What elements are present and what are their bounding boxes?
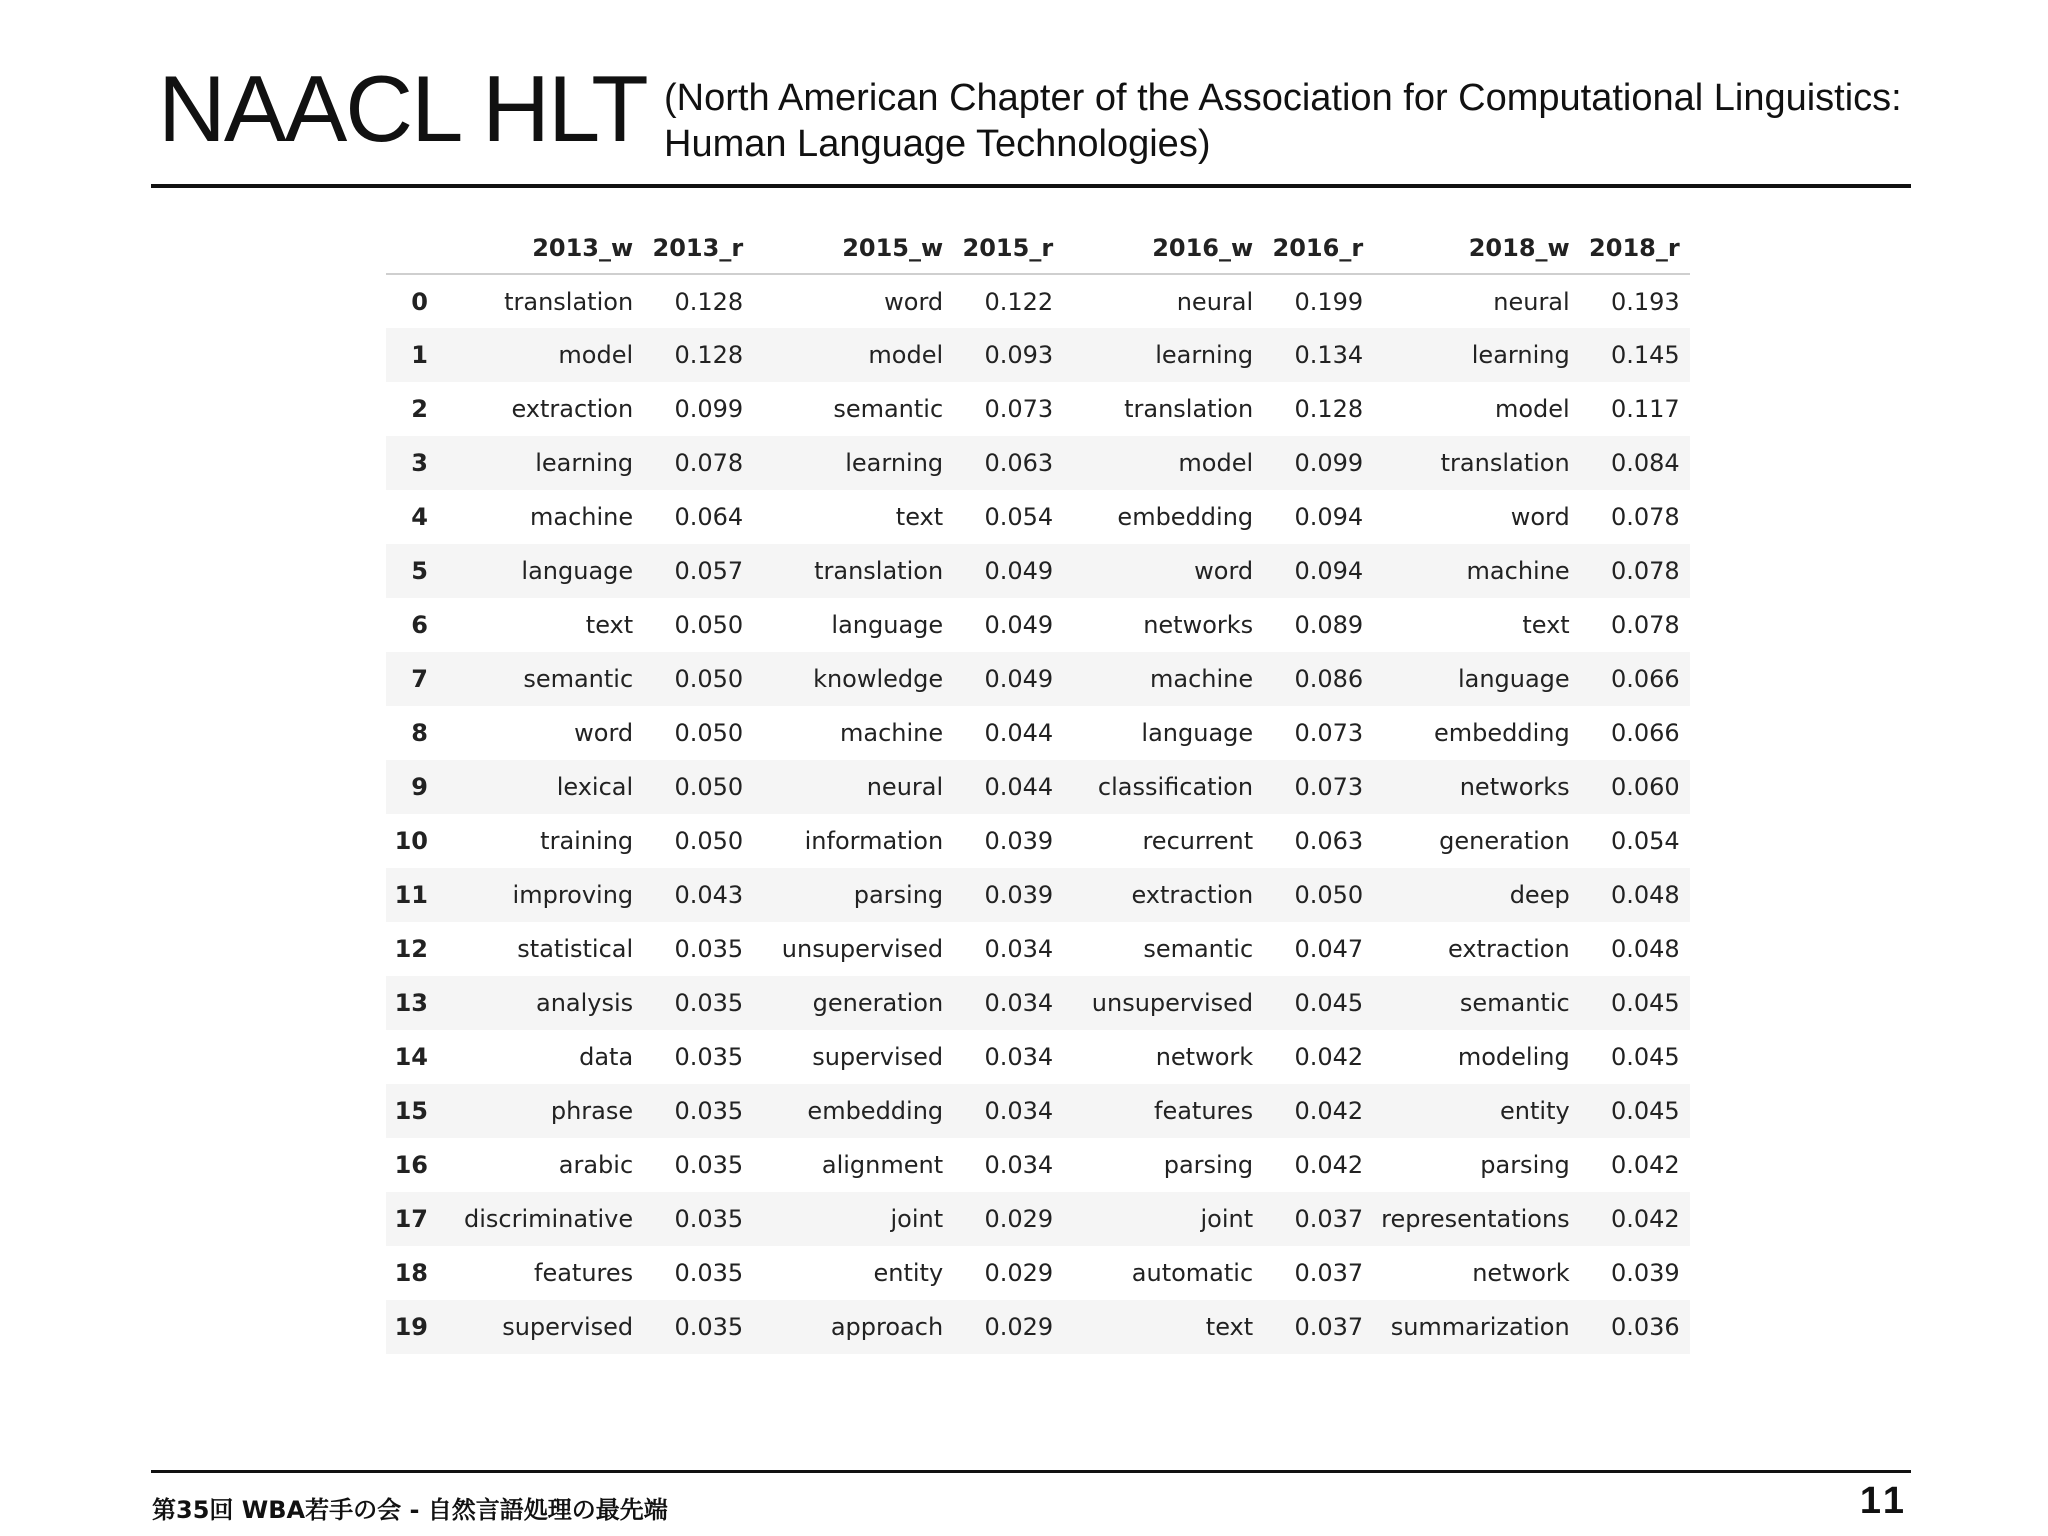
word-cell: semantic: [1459, 989, 1570, 1017]
ratio-cell: 0.073: [1294, 719, 1364, 747]
column-header: 2015_w: [753, 222, 953, 274]
word-cell: training: [540, 827, 634, 855]
word-cell: embedding: [807, 1097, 944, 1125]
row-index: 6: [411, 611, 428, 639]
word-cell: parsing: [853, 881, 944, 909]
ratio-cell: 0.034: [984, 935, 1054, 963]
word-cell: machine: [840, 719, 944, 747]
ratio-cell: 0.042: [1610, 1205, 1680, 1233]
row-index: 7: [411, 665, 428, 693]
row-index: 1: [411, 341, 428, 369]
ratio-cell: 0.063: [984, 449, 1054, 477]
word-cell: machine: [530, 503, 634, 531]
column-header: 2016_w: [1063, 222, 1263, 274]
word-cell: joint: [1200, 1205, 1254, 1233]
row-index: 2: [411, 395, 428, 423]
ratio-cell: 0.128: [674, 287, 744, 316]
ratio-cell: 0.084: [1610, 449, 1680, 477]
ratio-cell: 0.036: [1610, 1313, 1680, 1341]
ratio-cell: 0.054: [1610, 827, 1680, 855]
word-cell: translation: [504, 287, 634, 316]
word-cell: knowledge: [813, 665, 944, 693]
ratio-cell: 0.048: [1610, 881, 1680, 909]
table-row: [386, 922, 1690, 976]
ratio-cell: 0.193: [1610, 287, 1680, 316]
word-cell: parsing: [1480, 1151, 1570, 1179]
word-cell: discriminative: [464, 1205, 634, 1233]
ratio-cell: 0.045: [1294, 989, 1364, 1017]
slide-title: NAACL HLT: [158, 56, 647, 161]
row-index: 14: [394, 1043, 428, 1071]
ratio-cell: 0.128: [1294, 395, 1364, 423]
word-cell: supervised: [502, 1313, 634, 1341]
ratio-cell: 0.078: [674, 449, 744, 477]
ratio-cell: 0.086: [1294, 665, 1364, 693]
word-cell: data: [579, 1043, 634, 1071]
word-cell: learning: [1471, 341, 1570, 369]
word-cell: neural: [1176, 287, 1254, 316]
ratio-cell: 0.045: [1610, 989, 1680, 1017]
word-cell: embedding: [1433, 719, 1570, 747]
ratio-cell: 0.048: [1610, 935, 1680, 963]
ratio-cell: 0.029: [984, 1259, 1054, 1287]
row-index: 8: [411, 719, 428, 747]
ratio-cell: 0.128: [674, 341, 744, 369]
word-cell: model: [1494, 395, 1570, 423]
footer-text: 第35回 WBA若手の会 - 自然言語処理の最先端: [152, 1496, 668, 1524]
table-row: [386, 1030, 1690, 1084]
ratio-cell: 0.034: [984, 1151, 1054, 1179]
word-cell: alignment: [821, 1151, 944, 1179]
page-number: 11: [1859, 1480, 1908, 1522]
word-cell: semantic: [523, 665, 634, 693]
word-cell: extraction: [1131, 881, 1254, 909]
word-cell: model: [1178, 449, 1254, 477]
ratio-cell: 0.049: [984, 665, 1054, 693]
ratio-cell: 0.050: [1294, 881, 1364, 909]
word-cell: word: [884, 287, 944, 316]
row-index: 12: [394, 935, 428, 963]
table-row: [386, 868, 1690, 922]
table-row: [386, 1300, 1690, 1354]
word-cell: unsupervised: [781, 935, 944, 963]
table-row: [386, 814, 1690, 868]
word-cell: networks: [1143, 611, 1254, 639]
table-row: [386, 760, 1690, 814]
word-cell: word: [574, 719, 634, 747]
ratio-cell: 0.044: [984, 773, 1054, 801]
ratio-cell: 0.039: [1610, 1259, 1680, 1287]
word-cell: features: [534, 1259, 634, 1287]
ratio-cell: 0.066: [1610, 665, 1680, 693]
word-cell: translation: [814, 557, 944, 585]
word-cell: classification: [1097, 773, 1254, 801]
word-cell: summarization: [1390, 1313, 1570, 1341]
word-cell: parsing: [1163, 1151, 1254, 1179]
ratio-cell: 0.044: [984, 719, 1054, 747]
ratio-cell: 0.099: [674, 395, 744, 423]
ratio-cell: 0.034: [984, 1097, 1054, 1125]
ratio-cell: 0.034: [984, 1043, 1054, 1071]
ratio-cell: 0.035: [674, 1259, 744, 1287]
word-cell: extraction: [1447, 935, 1570, 963]
subtitle-line-2: Human Language Technologies): [664, 123, 1211, 165]
row-index: 4: [411, 503, 428, 531]
ratio-cell: 0.039: [984, 881, 1054, 909]
word-cell: language: [521, 557, 634, 585]
table-header-row: [386, 222, 1690, 274]
ratio-cell: 0.073: [1294, 773, 1364, 801]
word-cell: information: [804, 827, 944, 855]
column-header: 2013_r: [643, 222, 753, 274]
ratio-cell: 0.117: [1610, 395, 1680, 423]
word-cell: neural: [1493, 287, 1570, 316]
ratio-cell: 0.042: [1610, 1151, 1680, 1179]
ratio-cell: 0.050: [674, 611, 744, 639]
table-row: [386, 1138, 1690, 1192]
word-cell: features: [1154, 1097, 1254, 1125]
word-cell: text: [1205, 1313, 1254, 1341]
title-divider: [151, 184, 1911, 188]
ratio-cell: 0.078: [1610, 503, 1680, 531]
ratio-cell: 0.043: [674, 881, 744, 909]
ratio-cell: 0.066: [1610, 719, 1680, 747]
table-row: [386, 706, 1690, 760]
word-cell: modeling: [1457, 1043, 1570, 1071]
row-index: 19: [394, 1313, 428, 1341]
ratio-cell: 0.037: [1294, 1205, 1364, 1233]
table-row: [386, 328, 1690, 382]
word-cell: generation: [1439, 827, 1570, 855]
word-cell: entity: [873, 1259, 944, 1287]
word-cell: extraction: [511, 395, 634, 423]
column-header: 2013_w: [456, 222, 643, 274]
ratio-cell: 0.034: [984, 989, 1054, 1017]
word-cell: entity: [1500, 1097, 1570, 1125]
ratio-cell: 0.064: [674, 503, 744, 531]
word-cell: embedding: [1117, 503, 1254, 531]
ratio-cell: 0.037: [1294, 1259, 1364, 1287]
word-cell: unsupervised: [1091, 989, 1254, 1017]
column-header: 2018_w: [1373, 222, 1580, 274]
word-cell: text: [895, 503, 944, 531]
ratio-cell: 0.047: [1294, 935, 1364, 963]
slide-subtitle: [664, 75, 1924, 167]
row-index: 0: [411, 287, 428, 316]
word-cell: language: [1457, 665, 1570, 693]
ratio-cell: 0.050: [674, 773, 744, 801]
word-cell: deep: [1509, 881, 1570, 909]
ratio-cell: 0.039: [984, 827, 1054, 855]
ratio-cell: 0.049: [984, 611, 1054, 639]
row-index: 16: [394, 1151, 428, 1179]
row-index: 13: [394, 989, 428, 1017]
ratio-cell: 0.050: [674, 665, 744, 693]
row-index: 18: [394, 1259, 428, 1287]
word-cell: text: [585, 611, 634, 639]
ratio-cell: 0.073: [984, 395, 1054, 423]
word-cell: translation: [1440, 449, 1570, 477]
column-header: 2018_r: [1580, 222, 1690, 274]
table-row: [386, 1246, 1690, 1300]
row-index: 17: [394, 1205, 428, 1233]
ratio-cell: 0.029: [984, 1313, 1054, 1341]
footer-divider: [151, 1470, 1911, 1473]
ratio-cell: 0.045: [1610, 1043, 1680, 1071]
word-cell: translation: [1124, 395, 1254, 423]
table-row: [386, 1084, 1690, 1138]
word-cell: network: [1155, 1043, 1254, 1071]
ratio-cell: 0.035: [674, 1151, 744, 1179]
word-cell: approach: [830, 1313, 944, 1341]
ratio-cell: 0.050: [674, 719, 744, 747]
word-cell: networks: [1459, 773, 1570, 801]
ratio-cell: 0.029: [984, 1205, 1054, 1233]
row-index: 10: [394, 827, 428, 855]
word-cell: neural: [866, 773, 944, 801]
ratio-cell: 0.199: [1294, 287, 1364, 316]
word-cell: supervised: [812, 1043, 944, 1071]
word-cell: automatic: [1131, 1259, 1254, 1287]
ratio-cell: 0.035: [674, 1043, 744, 1071]
table-row: [386, 1192, 1690, 1246]
word-cell: statistical: [517, 935, 634, 963]
column-header: 2015_r: [953, 222, 1063, 274]
word-cell: lexical: [556, 773, 634, 801]
ratio-cell: 0.045: [1610, 1097, 1680, 1125]
word-cell: machine: [1466, 557, 1570, 585]
word-cell: semantic: [833, 395, 944, 423]
row-index: 11: [394, 881, 428, 909]
word-cell: model: [558, 341, 634, 369]
subtitle-line-1: (North American Chapter of the Association for Computational Linguistics:: [664, 77, 1902, 119]
ratio-cell: 0.094: [1294, 503, 1364, 531]
row-index: 5: [411, 557, 428, 585]
word-cell: learning: [1155, 341, 1254, 369]
ratio-cell: 0.060: [1610, 773, 1680, 801]
word-cell: learning: [535, 449, 634, 477]
table-row: [386, 976, 1690, 1030]
row-index: 9: [411, 773, 428, 801]
ratio-cell: 0.037: [1294, 1313, 1364, 1341]
keyword-ranking-table: [386, 222, 1690, 1354]
table-body: [386, 274, 1690, 1354]
ratio-cell: 0.035: [674, 989, 744, 1017]
word-cell: word: [1194, 557, 1254, 585]
word-cell: recurrent: [1142, 827, 1254, 855]
ratio-cell: 0.078: [1610, 557, 1680, 585]
ratio-cell: 0.035: [674, 1313, 744, 1341]
column-header: 2016_r: [1263, 222, 1373, 274]
ratio-cell: 0.035: [674, 1097, 744, 1125]
ratio-cell: 0.054: [984, 503, 1054, 531]
word-cell: improving: [512, 881, 634, 909]
word-cell: analysis: [535, 989, 634, 1017]
word-cell: joint: [890, 1205, 944, 1233]
table-row: [386, 382, 1690, 436]
word-cell: learning: [845, 449, 944, 477]
word-cell: text: [1522, 611, 1570, 639]
word-cell: machine: [1150, 665, 1254, 693]
word-cell: semantic: [1143, 935, 1254, 963]
table-row: [386, 490, 1690, 544]
ratio-cell: 0.093: [984, 341, 1054, 369]
word-cell: phrase: [550, 1097, 634, 1125]
word-cell: generation: [812, 989, 944, 1017]
word-cell: word: [1510, 503, 1570, 531]
ratio-cell: 0.145: [1610, 341, 1680, 369]
table-row: [386, 274, 1690, 328]
ratio-cell: 0.049: [984, 557, 1054, 585]
table-row: [386, 652, 1690, 706]
ratio-cell: 0.094: [1294, 557, 1364, 585]
ratio-cell: 0.042: [1294, 1151, 1364, 1179]
word-cell: language: [1141, 719, 1254, 747]
index-header: [386, 222, 456, 274]
word-cell: model: [868, 341, 944, 369]
ratio-cell: 0.035: [674, 1205, 744, 1233]
ratio-cell: 0.042: [1294, 1043, 1364, 1071]
ratio-cell: 0.099: [1294, 449, 1364, 477]
table-row: [386, 544, 1690, 598]
word-cell: arabic: [558, 1151, 634, 1179]
word-cell: representations: [1381, 1205, 1570, 1233]
ratio-cell: 0.089: [1294, 611, 1364, 639]
word-cell: language: [831, 611, 944, 639]
ratio-cell: 0.057: [674, 557, 744, 585]
word-cell: network: [1472, 1259, 1570, 1287]
ratio-cell: 0.050: [674, 827, 744, 855]
ratio-cell: 0.122: [984, 287, 1054, 316]
ratio-cell: 0.042: [1294, 1097, 1364, 1125]
row-index: 15: [394, 1097, 428, 1125]
ratio-cell: 0.063: [1294, 827, 1364, 855]
row-index: 3: [411, 449, 428, 477]
ratio-cell: 0.078: [1610, 611, 1680, 639]
table-row: [386, 436, 1690, 490]
ratio-cell: 0.035: [674, 935, 744, 963]
ratio-cell: 0.134: [1294, 341, 1364, 369]
table-row: [386, 598, 1690, 652]
